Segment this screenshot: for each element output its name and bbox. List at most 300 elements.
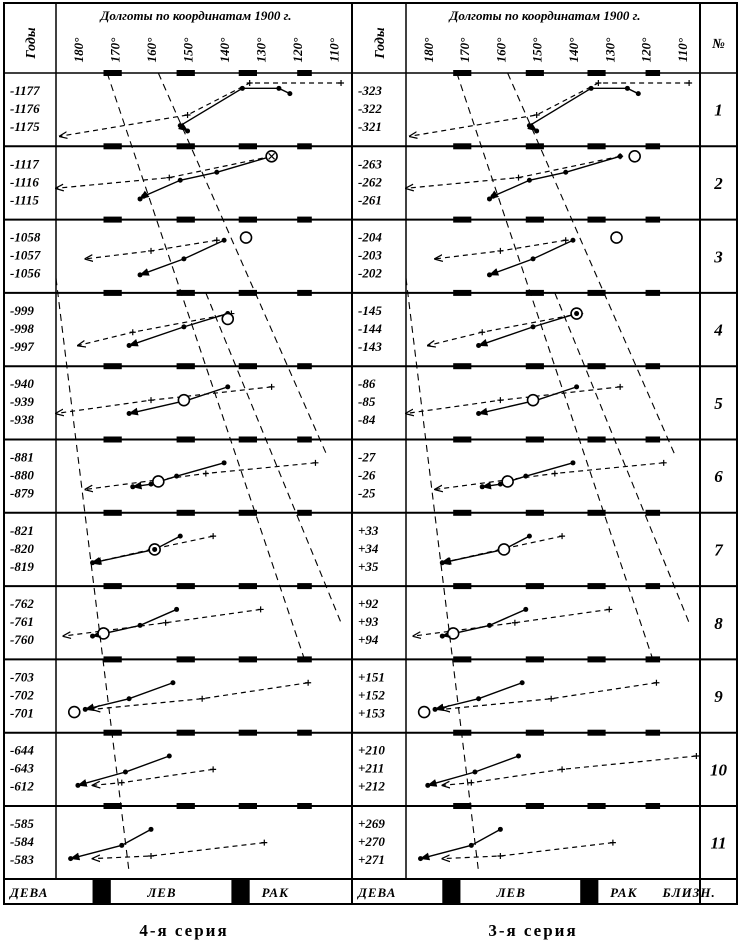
dashed-series-line (406, 387, 620, 414)
year-label: -1176 (10, 101, 40, 116)
dashed-point (258, 606, 264, 612)
year-label: +153 (358, 705, 385, 721)
dashed-point (130, 329, 136, 335)
x-tick-label: 180° (420, 37, 436, 63)
year-label: -940 (10, 376, 34, 392)
year-label: +271 (358, 852, 385, 867)
solid-series-line (442, 536, 529, 563)
scale-block (453, 143, 471, 149)
scale-block (177, 363, 195, 369)
dashed-point (497, 853, 503, 859)
year-label: -85 (358, 394, 376, 410)
open-circle-marker (502, 476, 513, 487)
year-label: -26 (358, 467, 376, 483)
scale-block (526, 363, 544, 369)
scale-block (104, 290, 122, 296)
dashed-point (595, 80, 601, 86)
solid-series-line (140, 156, 272, 199)
panel-3 (352, 3, 716, 940)
scale-block (646, 290, 661, 296)
dashed-point (163, 620, 169, 626)
solid-point (476, 343, 481, 348)
row-1 (358, 80, 692, 136)
year-label: +34 (358, 540, 379, 556)
scale-block (239, 290, 257, 296)
scale-block (587, 656, 605, 662)
scale-block (239, 583, 257, 589)
scale-block (526, 70, 544, 76)
year-label: +93 (358, 614, 379, 630)
years-header: Годы (373, 27, 388, 59)
year-label: -999 (10, 302, 34, 318)
dashed-point (261, 840, 267, 846)
row-11 (358, 816, 616, 867)
zodiac-label: РАК (261, 885, 289, 900)
zodiac-label: ЛЕВ (147, 885, 177, 900)
year-label: -321 (358, 119, 382, 134)
dashed-point (269, 384, 275, 390)
year-label: -997 (10, 338, 34, 354)
scale-block (587, 583, 605, 589)
solid-point (425, 783, 430, 788)
dashed-point (305, 680, 311, 686)
scale-block (646, 70, 661, 76)
year-label: -1056 (10, 265, 41, 281)
row-number: 2 (714, 173, 723, 193)
dashed-point (210, 766, 216, 772)
year-label: +270 (358, 834, 385, 849)
year-label: +212 (358, 778, 385, 794)
year-label: -939 (10, 394, 34, 410)
solid-point (127, 411, 132, 416)
solid-point (570, 238, 575, 243)
solid-point (527, 178, 532, 183)
solid-point (487, 196, 492, 201)
solid-point (418, 856, 423, 861)
scale-block (526, 217, 544, 223)
scale-block (453, 510, 471, 516)
year-label: -263 (358, 156, 382, 172)
row-7 (358, 523, 565, 574)
scale-block (239, 437, 257, 443)
year-label: -27 (358, 449, 376, 465)
solid-point (476, 696, 481, 701)
scale-block (587, 290, 605, 296)
row-4 (358, 303, 583, 354)
solid-point (123, 770, 128, 775)
row-8 (10, 596, 264, 647)
scale-block (104, 437, 122, 443)
scale-block (646, 510, 661, 516)
dashed-point (653, 680, 659, 686)
solid-point (531, 324, 536, 329)
scale-block (297, 217, 312, 223)
row-2 (10, 151, 277, 208)
solid-point (119, 843, 124, 848)
open-circle-marker (499, 544, 510, 555)
dashed-point (512, 620, 518, 626)
year-label: -1058 (10, 229, 41, 245)
solid-point (181, 324, 186, 329)
year-label: -584 (10, 834, 34, 849)
scale-block (587, 143, 605, 149)
scale-block (587, 70, 605, 76)
dashed-point (606, 606, 612, 612)
solid-series-line (180, 88, 290, 131)
scale-block (526, 656, 544, 662)
scale-block (177, 437, 195, 443)
scale-block (239, 803, 257, 809)
row-1 (10, 80, 344, 136)
x-tick-label: 110° (326, 38, 342, 62)
open-circle-marker (222, 313, 233, 324)
year-label: -204 (358, 229, 382, 245)
x-tick-label: 160° (493, 37, 509, 63)
solid-point (178, 123, 183, 128)
scale-block (239, 656, 257, 662)
scale-block (526, 143, 544, 149)
year-label: -881 (10, 449, 34, 465)
scale-block (646, 730, 661, 736)
x-tick-label: 160° (144, 37, 160, 63)
zodiac-divider-block (93, 879, 111, 904)
scale-block (297, 730, 312, 736)
solid-point (68, 856, 73, 861)
x-tick-label: 120° (638, 37, 654, 63)
scale-block (239, 730, 257, 736)
year-label: -143 (358, 338, 382, 354)
year-label: -323 (358, 83, 382, 98)
solid-point (174, 607, 179, 612)
scale-block (297, 143, 312, 149)
open-circle-marker (528, 395, 539, 406)
scale-block (104, 70, 122, 76)
solid-point (149, 827, 154, 832)
scale-block (239, 217, 257, 223)
solid-point (167, 754, 172, 759)
row-7 (10, 523, 216, 574)
year-label: -998 (10, 320, 34, 336)
dashed-point (693, 753, 699, 759)
scale-block (453, 217, 471, 223)
panel-4 (4, 3, 352, 940)
solid-point (225, 384, 230, 389)
scale-block (297, 290, 312, 296)
solid-point (127, 696, 132, 701)
year-label: -261 (358, 192, 382, 208)
solid-point (138, 272, 143, 277)
year-label: -701 (10, 705, 34, 721)
row-number: 6 (714, 467, 723, 487)
solid-point (520, 680, 525, 685)
year-label: -820 (10, 540, 34, 556)
scale-block (297, 437, 312, 443)
dashed-series-line (442, 683, 656, 710)
dashed-point (119, 780, 125, 786)
scale-block (177, 217, 195, 223)
dashed-series-line (406, 156, 620, 188)
x-tick-label: 150° (180, 37, 196, 63)
scale-block (239, 363, 257, 369)
dashed-point (148, 853, 154, 859)
solid-point (487, 272, 492, 277)
longitude-header: Долготы по координатам 1900 г. (100, 8, 292, 23)
dashed-point (203, 470, 209, 476)
dashed-point (185, 112, 191, 118)
dashed-point (338, 80, 344, 86)
row-number: 10 (710, 760, 727, 780)
solid-series-line (129, 314, 228, 346)
row-number-header: № (712, 37, 725, 52)
scale-block (646, 143, 661, 149)
row-number: 11 (710, 833, 727, 853)
dashed-point (559, 533, 565, 539)
solid-point (170, 680, 175, 685)
scale-block (646, 583, 661, 589)
solid-point (287, 91, 292, 96)
dashed-point (312, 460, 318, 466)
year-label: +269 (358, 816, 385, 831)
scale-block (104, 143, 122, 149)
row-4 (10, 303, 234, 354)
series-label: 4-я серия (139, 921, 229, 940)
scale-block (526, 510, 544, 516)
row-number: 9 (714, 687, 723, 707)
dashed-series-line (56, 387, 272, 414)
scale-block (297, 510, 312, 516)
row-3 (10, 230, 252, 281)
x-tick-label: 170° (457, 37, 473, 63)
solid-point (625, 86, 630, 91)
years-header: Годы (24, 27, 39, 59)
scale-block (104, 363, 122, 369)
dashed-point (617, 384, 623, 390)
zodiac-label: ДЕВА (10, 885, 49, 900)
scale-block (526, 290, 544, 296)
scale-block (177, 583, 195, 589)
solid-point (138, 196, 143, 201)
solid-point (527, 123, 532, 128)
year-label: -322 (358, 101, 382, 116)
dashed-point (516, 175, 522, 181)
open-circle-marker (241, 232, 252, 243)
scale-block (587, 437, 605, 443)
dashed-series-line (93, 843, 265, 859)
scale-block (297, 70, 312, 76)
zodiac-label: ЛЕВ (496, 885, 526, 900)
dashed-point (497, 397, 503, 403)
open-circle-marker (611, 232, 622, 243)
scale-block (177, 656, 195, 662)
solid-point (185, 128, 190, 133)
scale-block (177, 510, 195, 516)
x-tick-label: 140° (217, 37, 233, 63)
solid-series-line (489, 156, 620, 199)
year-label: -25 (358, 485, 376, 501)
dashed-point (497, 248, 503, 254)
year-label: -762 (10, 596, 34, 612)
zodiac-label: БЛИЗН. (662, 885, 716, 900)
dashed-point (552, 470, 558, 476)
solid-series-line (71, 829, 151, 858)
solid-series-line (479, 314, 577, 346)
x-tick-label: 140° (565, 37, 581, 63)
year-label: +210 (358, 742, 385, 758)
zodiac-divider-block (442, 879, 460, 904)
solid-point (480, 484, 485, 489)
x-tick-label: 110° (674, 38, 690, 62)
dashed-point (479, 329, 485, 335)
dashed-series-line (93, 769, 214, 785)
solid-point (433, 707, 438, 712)
solid-point (534, 128, 539, 133)
year-label: -879 (10, 485, 34, 501)
solid-series-line (435, 683, 522, 710)
scale-block (104, 510, 122, 516)
row-number: 4 (714, 320, 723, 340)
row-5 (358, 376, 623, 427)
dashed-point (686, 80, 692, 86)
year-label: -938 (10, 412, 34, 428)
scale-block (453, 803, 471, 809)
open-circle-marker (153, 476, 164, 487)
solid-point (83, 707, 88, 712)
scale-block (646, 363, 661, 369)
solid-point (127, 343, 132, 348)
scale-block (587, 803, 605, 809)
solid-point (178, 534, 183, 539)
row-8 (358, 596, 612, 647)
row-3 (358, 230, 622, 281)
scale-block (453, 363, 471, 369)
year-label: +152 (358, 687, 385, 703)
solid-point (181, 256, 186, 261)
year-label: -144 (358, 320, 382, 336)
row-number: 5 (714, 393, 723, 413)
open-circle-marker (629, 151, 640, 162)
year-label: -203 (358, 247, 382, 263)
solid-series-line (421, 829, 501, 858)
dashed-point (210, 533, 216, 539)
solid-point (276, 86, 281, 91)
solid-point (476, 411, 481, 416)
x-tick-label: 180° (70, 37, 86, 63)
year-label: +151 (358, 669, 385, 685)
scale-block (646, 803, 661, 809)
dashed-point (166, 175, 172, 181)
year-label: +35 (358, 558, 379, 574)
year-label: -644 (10, 742, 34, 758)
year-label: -1175 (10, 119, 40, 134)
solid-point (469, 843, 474, 848)
year-label: -86 (358, 376, 376, 392)
longitude-header: Долготы по координатам 1900 г. (449, 8, 641, 23)
scale-block (587, 363, 605, 369)
year-label: -821 (10, 522, 34, 538)
solid-point (222, 460, 227, 465)
year-label: -703 (10, 669, 34, 685)
solid-series-line (93, 536, 181, 563)
year-label: -880 (10, 467, 34, 483)
dashed-point (247, 80, 253, 86)
scale-block (104, 803, 122, 809)
scale-block (453, 656, 471, 662)
row-6 (358, 450, 667, 501)
dashed-point (468, 780, 474, 786)
dashed-point (148, 397, 154, 403)
scale-block (104, 656, 122, 662)
solid-point (440, 634, 445, 639)
scale-block (453, 290, 471, 296)
year-label: -585 (10, 816, 34, 831)
scale-block (297, 803, 312, 809)
solid-point (90, 634, 95, 639)
solid-point (498, 827, 503, 832)
year-label: +33 (358, 522, 379, 538)
scale-block (239, 70, 257, 76)
zodiac-label: РАК (610, 885, 638, 900)
dot-circle-center (152, 547, 157, 552)
dashed-point (534, 112, 540, 118)
scale-block (453, 583, 471, 589)
zodiac-divider-block (580, 879, 598, 904)
row-10 (358, 743, 699, 794)
dashed-series-line (60, 83, 341, 136)
year-label: -1177 (10, 83, 40, 98)
row-9 (10, 669, 311, 720)
scale-block (526, 803, 544, 809)
series-label: 3-я серия (488, 921, 578, 940)
solid-point (527, 534, 532, 539)
x-tick-label: 170° (107, 37, 123, 63)
scale-block (587, 730, 605, 736)
solid-point (130, 484, 135, 489)
year-label: -643 (10, 760, 34, 776)
solid-point (574, 384, 579, 389)
x-tick-label: 130° (253, 37, 269, 63)
solid-point (75, 783, 80, 788)
solid-point (214, 170, 219, 175)
scale-block (526, 437, 544, 443)
year-label: -761 (10, 614, 34, 630)
solid-point (636, 91, 641, 96)
year-label: -145 (358, 302, 382, 318)
year-label: -262 (358, 174, 382, 190)
solid-point (523, 607, 528, 612)
year-label: +94 (358, 632, 379, 648)
dot-circle-center (574, 311, 579, 316)
scale-block (177, 70, 195, 76)
solid-point (178, 178, 183, 183)
solid-point (516, 754, 521, 759)
scale-block (177, 803, 195, 809)
scale-block (104, 217, 122, 223)
year-label: -202 (358, 265, 382, 281)
row-5 (10, 376, 275, 427)
dashed-point (661, 460, 667, 466)
scale-block (526, 583, 544, 589)
open-circle-marker (419, 707, 430, 718)
year-label: -1116 (10, 174, 39, 190)
scale-block (239, 143, 257, 149)
row-number: 8 (714, 613, 723, 633)
row-number: 3 (714, 247, 723, 267)
dashed-series-line (56, 156, 272, 188)
solid-point (563, 170, 568, 175)
scale-block (526, 730, 544, 736)
scale-block (177, 290, 195, 296)
open-circle-marker (178, 395, 189, 406)
